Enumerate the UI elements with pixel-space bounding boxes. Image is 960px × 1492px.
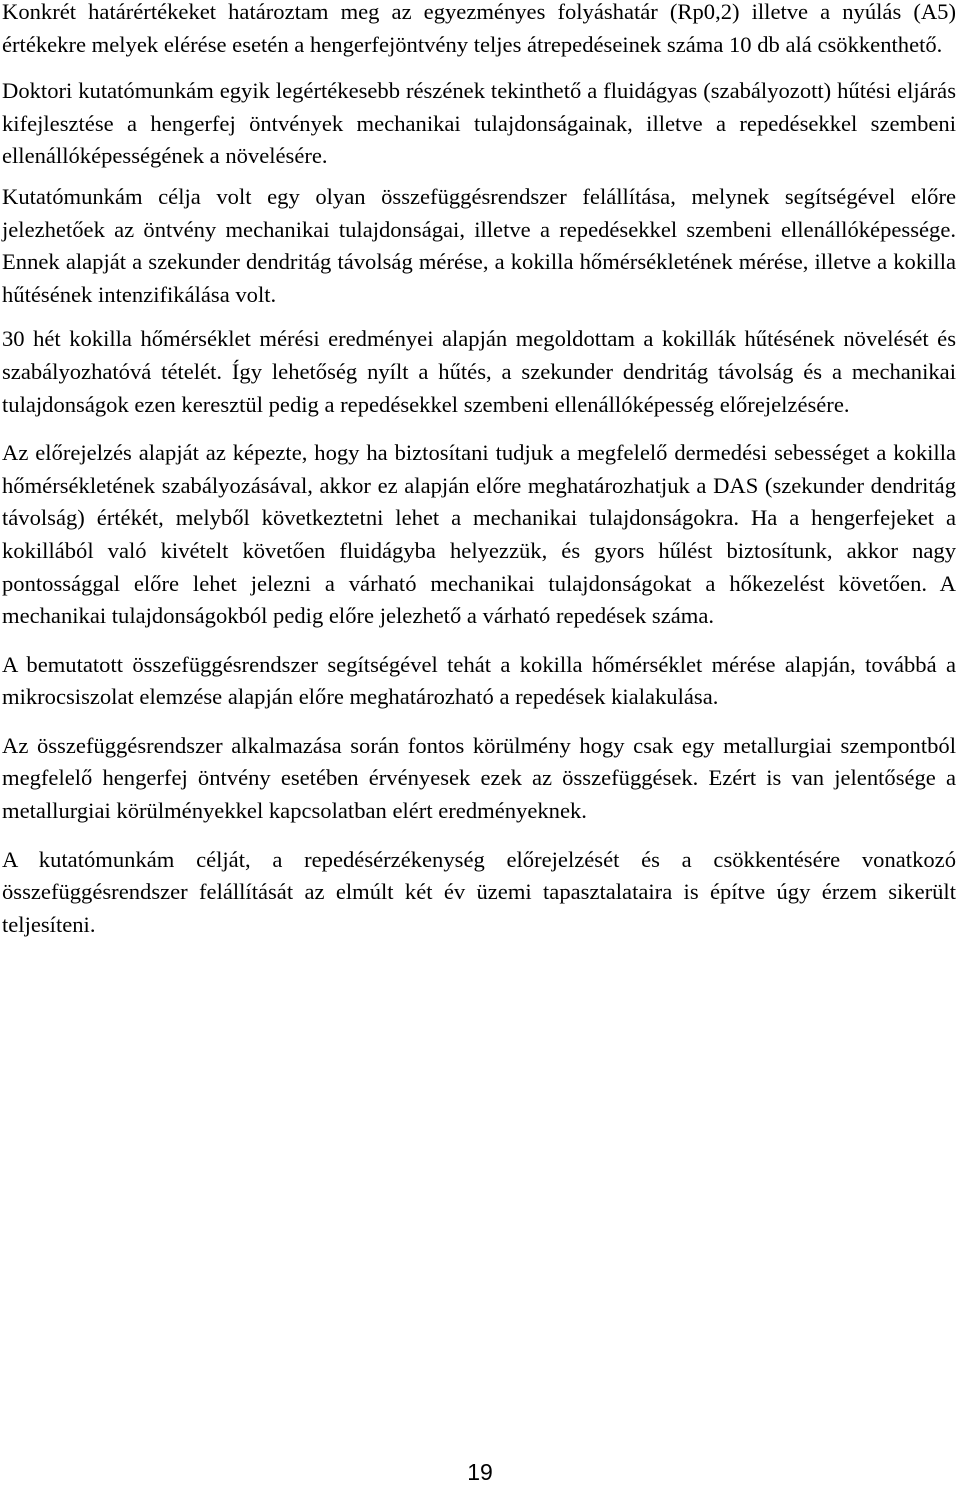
paragraph-2: Doktori kutatómunkám egyik legértékesebb részének tekinthető a fluidágyas (szabályozott) hűtési eljárás kifejlesztése a hengerfej öntvények mechanikai tulajdonságainak, illetve a repedésekkel szembeni ellenállóképességének a növelésére. bbox=[2, 78, 956, 169]
paragraph-1: Konkrét határértékeket határoztam meg az egyezményes folyáshatár (Rp0,2) illetve a nyúlás (A5) értékekre melyek elérése esetén a hengerfejöntvény teljes átrepedéseinek száma 10 db alá csökkenthető. bbox=[2, 0, 956, 57]
page-number: 19 bbox=[467, 1459, 493, 1485]
document-page bbox=[2, 0, 956, 941]
paragraph-8: A kutatómunkám célját, a repedésérzékenység előrejelzését és a csökkentésére vonatkozó összefüggésrendszer felállítását az elmúlt két év üzemi tapasztalataira is építve úgy érzem sikerült teljesíteni. bbox=[2, 846, 956, 937]
paragraph-3: Kutatómunkám célja volt egy olyan összefüggésrendszer felállítása, melynek segítségével előre jelezhetőek az öntvény mechanikai tulajdonságai, illetve a repedésekkel szembeni ellenállóképessége. Ennek alapját a szekunder dendritág távolság mérése, a kokilla hőmérsékletének mérése, illetve a kokilla hűtésének intenzifikálása volt. bbox=[2, 183, 956, 307]
paragraph-4: 30 hét kokilla hőmérséklet mérési eredményei alapján megoldottam a kokillák hűtésének növelését és szabályozhatóvá tételét. Így lehetőség nyílt a hűtés, a szekunder dendritág távolság és a mechanikai tulajdonságok ezen keresztül pedig a repedésekkel szembeni ellenállóképesség előrejelzésére. bbox=[2, 326, 956, 417]
paragraph-7: Az összefüggésrendszer alkalmazása során fontos körülmény hogy csak egy metallurgiai szempontból megfelelő hengerfej öntvény esetében érvényesek ezek az összefüggések. Ezért is van jelentősége a metallurgiai körülményekkel kapcsolatban elért eredményeknek. bbox=[2, 732, 956, 824]
paragraph-6: A bemutatott összefüggésrendszer segítségével tehát a kokilla hőmérséklet mérése alapján, továbbá a mikrocsiszolat elemzése alapján előre meghatározható a repedések kialakulása. bbox=[2, 651, 956, 710]
paragraph-5: Az előrejelzés alapját az képezte, hogy ha biztosítani tudjuk a megfelelő dermedési sebességet a kokilla hőmérsékletének szabályozásával, akkor ez alapján előre meghatározhatjuk a DAS (szekunder dendritág távolság) értékét, melyből következtetni lehet a mechanikai tulajdonságokra. Ha a hengerfejeket a kokillából való kivételt követően fluidágyba helyezzük, és gyors hűlést biztosítunk, akkor nagy pontossággal előre lehet jelezni a várható mechanikai tulajdonságokat a hőkezelést követően. A mechanikai tulajdonságokból pedig előre jelezhető a várható repedések száma. bbox=[2, 440, 956, 629]
